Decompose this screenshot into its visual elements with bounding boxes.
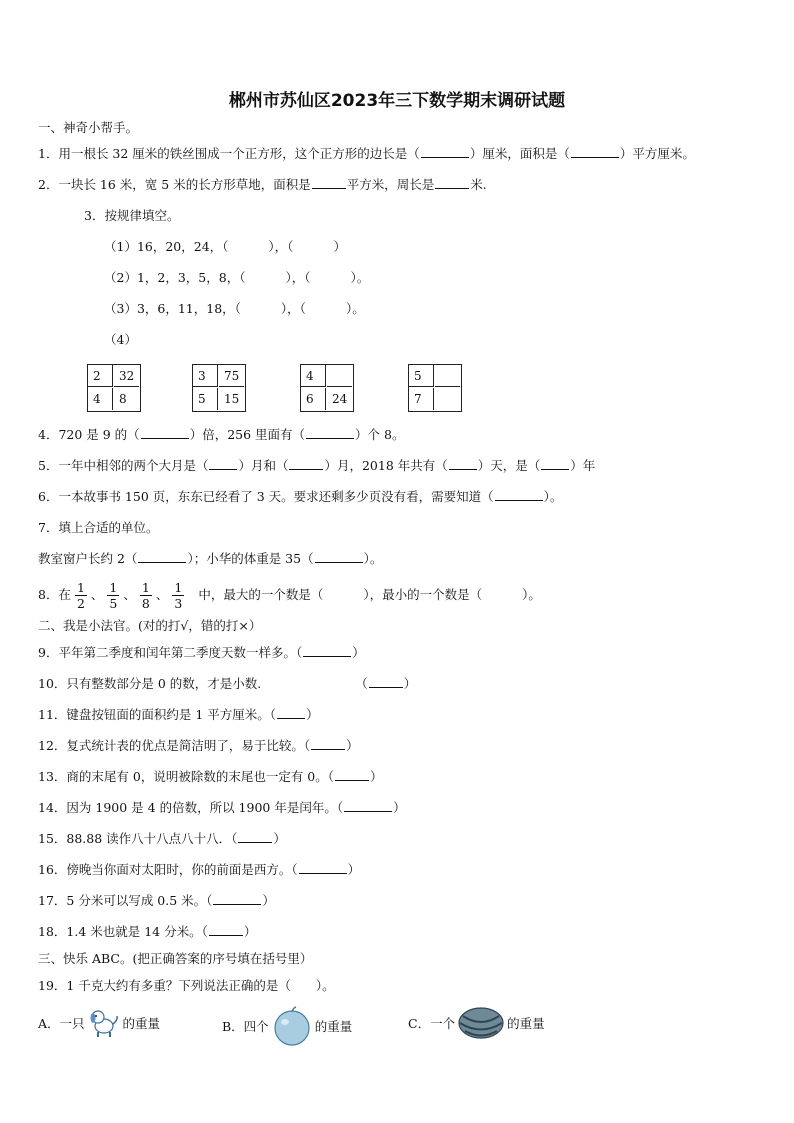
answer-blank[interactable]: [541, 457, 569, 470]
judge-question-17: 17．5 分米可以写成 0.5 米。（ ）: [38, 893, 275, 908]
answer-blank[interactable]: [435, 176, 469, 189]
answer-blank[interactable]: [303, 644, 351, 657]
judge-question-12: 12．复式统计表的优点是简洁明了，易于比较。（ ）: [38, 738, 359, 753]
option-c[interactable]: C．一个 的重量: [408, 1006, 545, 1040]
answer-blank[interactable]: [421, 145, 469, 158]
grid-cell-empty[interactable]: [435, 365, 460, 387]
grid-cell: 4: [301, 365, 326, 387]
grid-cell: 7: [409, 388, 434, 410]
number-grid: [192, 364, 246, 412]
answer-blank[interactable]: [141, 426, 189, 439]
apple-icon: [271, 1006, 313, 1046]
answer-blank[interactable]: [213, 892, 261, 905]
judge-question-9: 9．平年第二季度和闰年第二季度天数一样多。（ ）: [38, 645, 365, 660]
grid-cell-empty[interactable]: [327, 365, 352, 387]
option-b[interactable]: B．四个 的重量: [222, 1006, 352, 1046]
question-3-part-1: （1）16，20，24，（ ），（ ）: [104, 239, 346, 254]
question-7: 教室窗户长约 2（ ）；小华的体重是 35（ ）。: [38, 551, 383, 566]
section-2-heading: 二、我是小法官。(对的打√，错的打×）: [38, 618, 262, 633]
number-grid: [300, 364, 354, 412]
answer-blank[interactable]: [238, 830, 272, 843]
grid-cell: 8: [119, 392, 127, 406]
number-grid: [87, 364, 141, 412]
answer-blank[interactable]: [209, 457, 237, 470]
grid-cell: 3: [193, 365, 218, 387]
grid-cell: 32: [114, 365, 139, 387]
answer-blank[interactable]: [311, 737, 345, 750]
question-3-part-2: （2）1，2，3，5，8，（ ），（ ）。: [104, 270, 370, 285]
dog-icon: [87, 1006, 121, 1040]
judge-question-15: 15．88.88 读作八十八点八十八．（ ）: [38, 831, 286, 846]
answer-blank[interactable]: [369, 675, 403, 688]
grid-cell: 15: [224, 392, 240, 406]
fraction: $\frac{1}{3}$: [174, 579, 183, 611]
grid-cell: 24: [332, 392, 348, 406]
grid-cell: 2: [88, 365, 113, 387]
answer-blank[interactable]: [495, 488, 543, 501]
judge-question-13: 13．商的末尾有 0，说明被除数的末尾也一定有 0。（ ）: [38, 769, 383, 784]
judge-question-10: 10．只有整数部分是 0 的数，才是小数. （ ）: [38, 676, 417, 691]
fraction: $\frac{1}{2}$: [76, 579, 85, 611]
answer-blank[interactable]: [449, 457, 477, 470]
fraction: $\frac{1}{5}$: [109, 579, 118, 611]
answer-blank[interactable]: [138, 550, 186, 563]
grid-cell: 6: [301, 388, 326, 410]
judge-question-18: 18．1.4 米也就是 14 分米。（ ）: [38, 924, 257, 939]
answer-blank[interactable]: [277, 706, 305, 719]
question-3-part-3: （3）3，6，11，18，（ ），（ ）。: [104, 301, 365, 316]
answer-blank[interactable]: [344, 799, 392, 812]
answer-blank[interactable]: [299, 861, 347, 874]
question-5: 5．一年中相邻的两个大月是（ ）月和（ ）月，2018 年共有（ ）天，是（ ）年: [38, 458, 596, 473]
judge-question-11: 11．键盘按钮面的面积约是 1 平方厘米。（ ）: [38, 707, 319, 722]
grid-cell: 5: [409, 365, 434, 387]
question-3-heading: 3．按规律填空。: [84, 208, 180, 223]
answer-blank[interactable]: [289, 457, 323, 470]
number-grid: [408, 364, 462, 412]
watermelon-icon: [457, 1006, 505, 1040]
grid-cell: 75: [219, 365, 244, 387]
judge-question-14: 14．因为 1900 是 4 的倍数，所以 1900 年是闰年。（ ）: [38, 800, 406, 815]
answer-blank[interactable]: [335, 768, 369, 781]
question-4: 4．720 是 9 的（ ）倍，256 里面有（ ）个 8。: [38, 427, 405, 442]
section-3-heading: 三、快乐 ABC。(把正确答案的序号填在括号里）: [38, 951, 313, 966]
grid-cell-empty[interactable]: [435, 388, 460, 410]
answer-blank[interactable]: [209, 923, 243, 936]
option-a[interactable]: A．一只 的重量: [38, 1006, 160, 1040]
grid-cell: 4: [88, 388, 113, 410]
fraction: $\frac{1}{8}$: [141, 579, 150, 611]
answer-blank[interactable]: [315, 550, 363, 563]
judge-question-16: 16．傍晚当你面对太阳时，你的前面是西方。（ ）: [38, 862, 361, 877]
question-19: 19．1 千克大约有多重？下列说法正确的是（ ）。: [38, 978, 335, 993]
page-title: 郴州市苏仙区2023年三下数学期末调研试题: [228, 91, 566, 111]
section-1-heading: 一、神奇小帮手。: [38, 120, 139, 135]
question-1: 1．用一根长 32 厘米的铁丝围成一个正方形，这个正方形的边长是（ ）厘米，面积是（ ）平方厘米。: [38, 146, 695, 161]
answer-blank[interactable]: [312, 176, 346, 189]
question-7-heading: 7．填上合适的单位。: [38, 520, 159, 535]
answer-blank[interactable]: [306, 426, 354, 439]
question-3-part-4: （4）: [104, 332, 137, 347]
question-8: 8．在 $\frac{1}{2}$ 、 $\frac{1}{5}$ 、 $\frac{1}{8}$ 、 $\frac{1}{3}$ 中，最大的一个数是（ ），最小的一个数是（ ）。: [38, 579, 541, 611]
grid-cell: 5: [193, 388, 218, 410]
question-6: 6．一本故事书 150 页，东东已经看了 3 天。要求还剩多少页没有看，需要知道（ ）。: [38, 489, 563, 504]
question-2: 2．一块长 16 米，宽 5 米的长方形草地，面积是 平方米，周长是 米.: [38, 177, 487, 192]
answer-blank[interactable]: [571, 145, 619, 158]
